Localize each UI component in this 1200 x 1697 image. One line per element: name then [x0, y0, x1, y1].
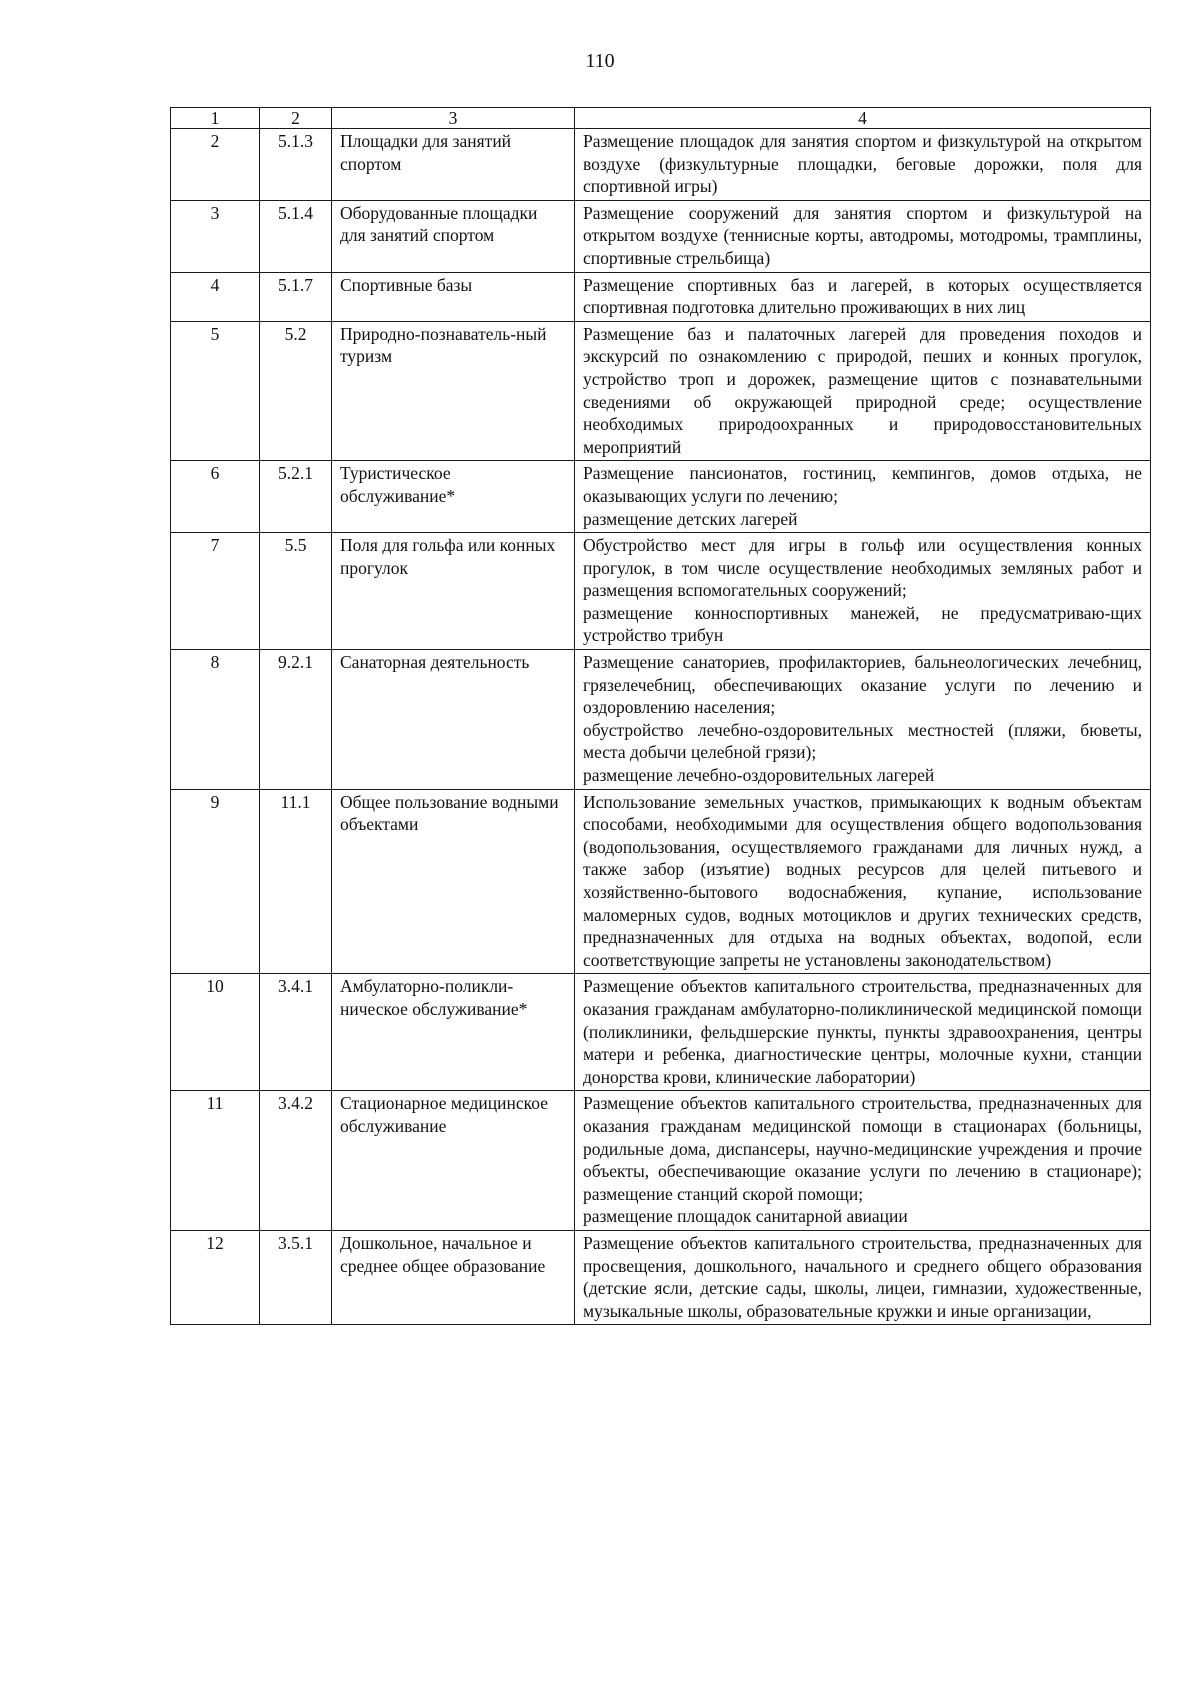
description-paragraph: Размещение санаториев, профилакториев, бальнеологических лечебниц, грязелечебниц, обеспечивающих оказание услуги по лечению и оздоровлению населения; [583, 652, 1142, 718]
classifier-code-cell: 5.2 [260, 321, 332, 461]
row-number-cell: 8 [171, 650, 260, 790]
table-row [171, 533, 1151, 650]
land-use-table [170, 107, 1151, 1325]
description-paragraph: размещение конноспортивных манежей, не предусматриваю-щих устройство трибун [583, 602, 1142, 646]
classifier-code-cell: 5.5 [260, 533, 332, 650]
description-paragraph: Размещение спортивных баз и лагерей, в которых осуществляется спортивная подготовка длительно проживающих в них лиц [583, 274, 1142, 318]
classifier-code-cell: 9.2.1 [260, 650, 332, 790]
use-description-cell [575, 129, 1151, 201]
header-cell: 4 [575, 108, 1151, 129]
classifier-code-cell: 5.2.1 [260, 461, 332, 533]
row-number-cell: 11 [171, 1091, 260, 1231]
row-number-cell: 2 [171, 129, 260, 201]
description-paragraph: размещение площадок санитарной авиации [583, 1206, 908, 1227]
use-description-cell [575, 200, 1151, 272]
header-cell: 2 [260, 108, 332, 129]
use-description-cell [575, 272, 1151, 321]
row-number-cell: 12 [171, 1230, 260, 1324]
use-type-name-cell: Общее пользование водными объектами [332, 789, 575, 974]
use-description-cell [575, 321, 1151, 461]
row-number-cell: 3 [171, 200, 260, 272]
row-number-cell: 4 [171, 272, 260, 321]
description-paragraph: Обустройство мест для игры в гольф или осуществления конных прогулок, в том числе осуществление необходимых земляных работ и размещения вспомогательных сооружений; [583, 535, 1142, 601]
use-description-cell [575, 974, 1151, 1091]
row-number-cell: 7 [171, 533, 260, 650]
table-row [171, 200, 1151, 272]
table-row [171, 1230, 1151, 1324]
use-description-cell [575, 1230, 1151, 1324]
description-paragraph: Размещение объектов капитального строительства, предназначенных для оказания гражданам медицинской помощи в стационарах (больницы, родильные дома, диспансеры, научно-медицинские учреждения и прочие объекты, обеспечивающие оказание услуги по лечению в стационаре); размещение станций скорой помощи; [583, 1093, 1142, 1204]
description-paragraph: Размещение объектов капитального строительства, предназначенных для оказания гражданам амбулаторно-поликлинической медицинской помощи (поликлиники, фельдшерские пункты, пункты здравоохранения, центры матери и ребенка, диагностические центры, молочные кухни, станции донорства крови, клинические лаборатории) [583, 976, 1142, 1087]
classifier-code-cell: 3.4.2 [260, 1091, 332, 1231]
row-number-cell: 6 [171, 461, 260, 533]
row-number-cell: 9 [171, 789, 260, 974]
use-type-name-cell: Туристическое обслуживание* [332, 461, 575, 533]
table-row [171, 1091, 1151, 1231]
table-row [171, 974, 1151, 1091]
use-type-name-cell: Дошкольное, начальное и среднее общее образование [332, 1230, 575, 1324]
use-type-name-cell: Природно-познаватель-ный туризм [332, 321, 575, 461]
classifier-code-cell: 5.1.3 [260, 129, 332, 201]
table-row [171, 321, 1151, 461]
table-row [171, 129, 1151, 201]
use-type-name-cell: Оборудованные площадки для занятий спортом [332, 200, 575, 272]
header-cell: 3 [332, 108, 575, 129]
description-paragraph: Размещение объектов капитального строительства, предназначенных для просвещения, дошкольного, начального и среднего общего образования (детские ясли, детские сады, школы, лицеи, гимназии, художественные, музыкальные школы, образовательные кружки и иные организации, [583, 1232, 1142, 1321]
use-description-cell [575, 650, 1151, 790]
table-row [171, 272, 1151, 321]
use-description-cell [575, 533, 1151, 650]
description-paragraph: Размещение пансионатов, гостиниц, кемпингов, домов отдыха, не оказывающих услуги по лечению; [583, 463, 1142, 506]
table-header-row [171, 108, 1151, 129]
table-row [171, 789, 1151, 974]
use-type-name-cell: Площадки для занятий спортом [332, 129, 575, 201]
description-paragraph: размещение лечебно-оздоровительных лагерей [583, 765, 935, 786]
classifier-code-cell: 5.1.7 [260, 272, 332, 321]
classifier-code-cell: 11.1 [260, 789, 332, 974]
use-type-name-cell: Стационарное медицинское обслуживание [332, 1091, 575, 1231]
row-number-cell: 10 [171, 974, 260, 1091]
description-paragraph: размещение детских лагерей [583, 508, 798, 529]
description-paragraph: обустройство лечебно-оздоровительных местностей (пляжи, бюветы, места добычи целебной грязи); [583, 719, 1142, 763]
header-cell: 1 [171, 108, 260, 129]
description-paragraph: Использование земельных участков, примыкающих к водным объектам способами, необходимыми для осуществления общего водопользования (водопользования, осуществляемого гражданами для личных нужд, а также забор (изъятие) водных ресурсов для целей питьевого и хозяйственно-бытового водоснабжения, купание, использование маломерных судов, водных мотоциклов и других технических средств, предназначенных для отдыха на водных объектах, водопой, если соответствующие запреты не установлены законодательством) [583, 791, 1142, 970]
description-paragraph: Размещение площадок для занятия спортом и физкультурой на открытом воздухе (физкультурные площадки, беговые дорожки, поля для спортивной игры) [583, 131, 1142, 197]
description-paragraph: Размещение сооружений для занятия спортом и физкультурой на открытом воздухе (теннисные корты, автодромы, мотодромы, трамплины, спортивные стрельбища) [583, 202, 1142, 268]
classifier-code-cell: 3.5.1 [260, 1230, 332, 1324]
use-description-cell [575, 1091, 1151, 1231]
use-description-cell [575, 461, 1151, 533]
use-description-cell [575, 789, 1151, 974]
table-row [171, 461, 1151, 533]
classifier-code-cell: 3.4.1 [260, 974, 332, 1091]
use-type-name-cell: Санаторная деятельность [332, 650, 575, 790]
use-type-name-cell: Спортивные базы [332, 272, 575, 321]
classifier-code-cell: 5.1.4 [260, 200, 332, 272]
use-type-name-cell: Амбулаторно-поликли-ническое обслуживание* [332, 974, 575, 1091]
page-number: 110 [585, 50, 615, 72]
row-number-cell: 5 [171, 321, 260, 461]
use-type-name-cell: Поля для гольфа или конных прогулок [332, 533, 575, 650]
table-row [171, 650, 1151, 790]
description-paragraph: Размещение баз и палаточных лагерей для проведения походов и экскурсий по ознакомлению с природой, пеших и конных прогулок, устройство троп и дорожек, размещение щитов с познавательными сведениями об окружающей природной среде; осуществление необходимых природоохранных и природовосстановительных мероприятий [583, 323, 1142, 457]
